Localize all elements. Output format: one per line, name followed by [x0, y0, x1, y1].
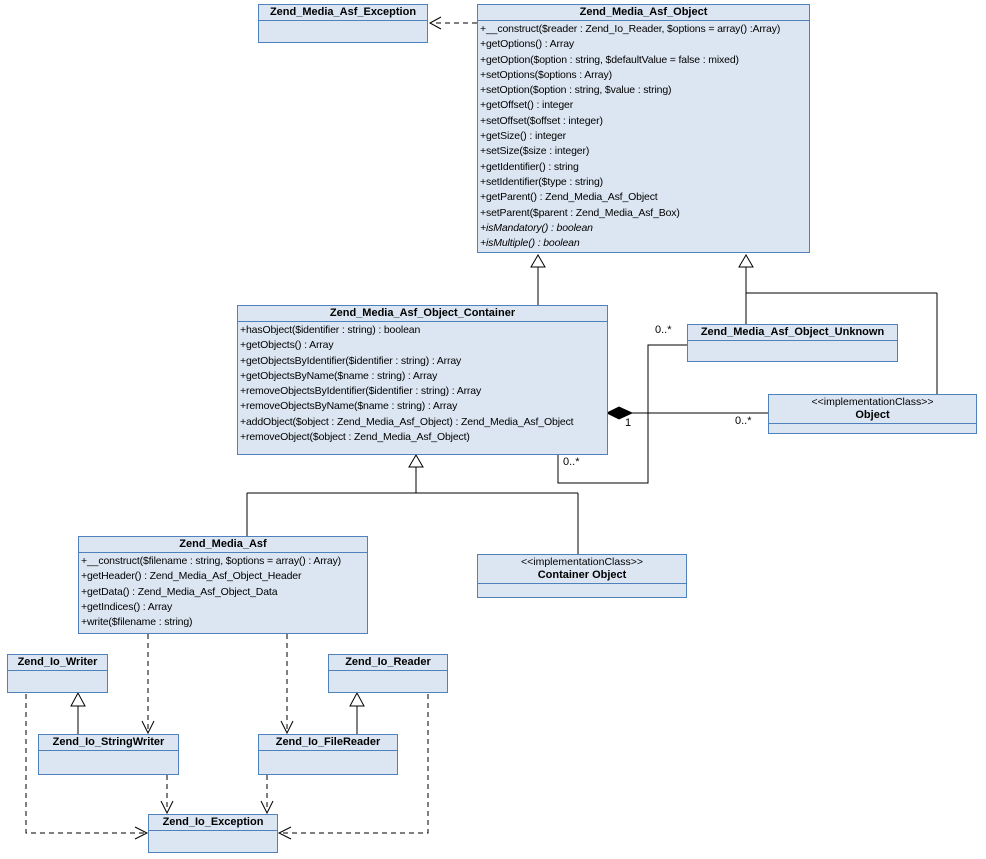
members-compartment — [478, 20, 809, 252]
class-zend-io-exception[interactable] — [148, 814, 278, 853]
class-title: Zend_Media_Asf_Object — [579, 6, 708, 18]
members-compartment — [238, 321, 607, 454]
member-row: +removeObject($object : Zend_Media_Asf_Object) — [240, 431, 470, 444]
multiplicity-object-end: 0..* — [735, 415, 752, 427]
class-zend-media-asf-object[interactable] — [477, 4, 810, 253]
empty-compartment — [39, 750, 178, 774]
member-row: +getOption($option : string, $defaultValue = false : mixed) — [480, 53, 739, 66]
class-object-implementation[interactable] — [768, 394, 977, 434]
member-row: +removeObjectsByName($name : string) : Array — [240, 400, 458, 413]
member-row: +hasObject($identifier : string) : boolean — [240, 324, 421, 336]
member-row: +getSize() : integer — [480, 130, 567, 143]
member-row: +setOption($option : string, $value : string) — [480, 84, 672, 97]
empty-compartment — [769, 423, 976, 433]
class-title: Zend_Media_Asf — [179, 538, 267, 550]
dependency-object-to-asf-exception — [430, 17, 477, 29]
empty-compartment — [478, 583, 686, 597]
dependency-asf-to-stringwriter — [142, 634, 154, 733]
member-row: +setIdentifier($type : string) — [480, 175, 604, 188]
member-row: +removeObjectsByIdentifier($identifier : string) : Array — [240, 385, 482, 398]
class-zend-io-writer[interactable] — [7, 654, 108, 693]
empty-compartment — [259, 20, 427, 42]
class-title: Zend_Media_Asf_Exception — [269, 6, 417, 18]
empty-compartment — [8, 670, 107, 692]
member-row: +getObjectsByName($name : string) : Array — [240, 369, 438, 382]
member-row: +addObject($object : Zend_Media_Asf_Object) : Zend_Media_Asf_Object — [240, 415, 574, 428]
multiplicity-unknown-end: 0..* — [655, 324, 672, 336]
member-row: +getHeader() : Zend_Media_Asf_Object_Header — [81, 570, 302, 583]
multiplicity-composition-owner: 1 — [625, 417, 632, 429]
class-title: Zend_Io_Writer — [17, 656, 98, 668]
member-row: +setParent($parent : Zend_Media_Asf_Box) — [480, 206, 680, 219]
class-zend-media-asf-object-unknown[interactable] — [687, 324, 898, 362]
member-row: +getParent() : Zend_Media_Asf_Object — [480, 191, 658, 204]
members-compartment — [79, 552, 367, 633]
generalization-filereader-to-reader — [350, 693, 364, 734]
member-row: +setSize($size : integer) — [480, 145, 590, 158]
multiplicity-container-end: 0..* — [563, 456, 580, 468]
class-stereotype: <<implementationClass>> — [521, 556, 643, 568]
class-zend-io-reader[interactable] — [328, 654, 448, 693]
class-title: Container Object — [537, 569, 627, 581]
class-zend-media-asf-exception[interactable] — [258, 4, 428, 43]
empty-compartment — [149, 830, 277, 852]
dependency-filereader-to-ioexception — [261, 775, 273, 813]
member-row: +getData() : Zend_Media_Asf_Object_Data — [81, 585, 278, 598]
generalization-container-to-object — [531, 255, 545, 305]
class-container-object-implementation[interactable] — [477, 554, 687, 598]
member-row: +getIndices() : Array — [81, 600, 173, 613]
empty-compartment — [259, 750, 397, 774]
member-row: +__construct($reader : Zend_Io_Reader, $options = array() :Array) — [480, 23, 781, 35]
member-row: +__construct($filename : string, $options = array() : Array) — [81, 555, 342, 567]
member-row: +getObjects() : Array — [240, 339, 334, 352]
class-title: Zend_Io_FileReader — [275, 736, 381, 748]
member-row: +getIdentifier() : string — [480, 160, 579, 173]
class-title: Zend_Media_Asf_Object_Container — [329, 307, 516, 319]
generalization-stringwriter-to-writer — [71, 693, 85, 734]
member-row: +getObjectsByIdentifier($identifier : string) : Array — [240, 354, 462, 367]
empty-compartment — [688, 340, 897, 361]
member-row-abstract: +isMultiple() : boolean — [480, 237, 580, 250]
class-title: Zend_Io_Exception — [162, 816, 264, 828]
member-row-abstract: +isMandatory() : boolean — [480, 221, 593, 234]
class-zend-io-filereader[interactable] — [258, 734, 398, 775]
class-zend-io-stringwriter[interactable] — [38, 734, 179, 775]
dependency-asf-to-filereader — [281, 634, 293, 733]
member-row: +write($filename : string) — [81, 616, 193, 629]
empty-compartment — [329, 670, 447, 692]
class-title: Zend_Io_StringWriter — [52, 736, 165, 748]
class-title: Zend_Media_Asf_Object_Unknown — [700, 326, 885, 338]
class-stereotype: <<implementationClass>> — [811, 396, 934, 408]
dependency-stringwriter-to-ioexception — [161, 775, 173, 813]
member-row: +setOffset($offset : integer) — [480, 114, 603, 127]
member-row: +getOffset() : integer — [480, 99, 574, 112]
class-title: Object — [855, 409, 890, 421]
member-row: +getOptions() : Array — [480, 38, 575, 51]
member-row: +setOptions($options : Array) — [480, 68, 612, 81]
class-zend-media-asf-object-container[interactable] — [237, 305, 608, 455]
class-zend-media-asf[interactable] — [78, 536, 368, 634]
class-title: Zend_Io_Reader — [345, 656, 431, 668]
